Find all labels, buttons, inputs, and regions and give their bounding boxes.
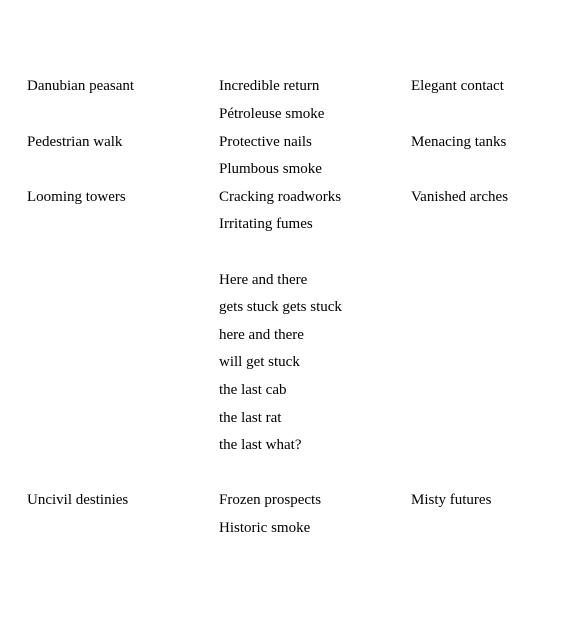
poem-line: the last what?: [219, 437, 302, 453]
poem-line: Menacing tanks: [411, 134, 507, 150]
poem-line: gets stuck gets stuck: [219, 299, 342, 315]
poem-line: Looming towers: [27, 189, 126, 205]
poem-line: Frozen prospects: [219, 492, 322, 508]
poem-line: Misty futures: [411, 492, 492, 508]
poem-line: will get stuck: [219, 354, 300, 370]
poem-line: the last cab: [219, 382, 287, 398]
poem-line: Historic smoke: [219, 520, 311, 536]
poem-line: Vanished arches: [411, 189, 509, 205]
poem-line: Cracking roadworks: [219, 189, 342, 205]
poem-line: the last rat: [219, 410, 282, 426]
poem-line: Plumbous smoke: [219, 161, 322, 177]
poem-line: Irritating fumes: [219, 216, 313, 232]
poem-line: Pétroleuse smoke: [219, 106, 325, 122]
poem-line: Pedestrian walk: [27, 134, 123, 150]
poem-line: Incredible return: [219, 78, 320, 94]
poem-line: Here and there: [219, 272, 308, 288]
poem-line: Protective nails: [219, 134, 312, 150]
poem-line: here and there: [219, 327, 304, 343]
poem-line: Uncivil destinies: [27, 492, 129, 508]
poem-line: Danubian peasant: [27, 78, 135, 94]
poem-line: Elegant contact: [411, 78, 504, 94]
